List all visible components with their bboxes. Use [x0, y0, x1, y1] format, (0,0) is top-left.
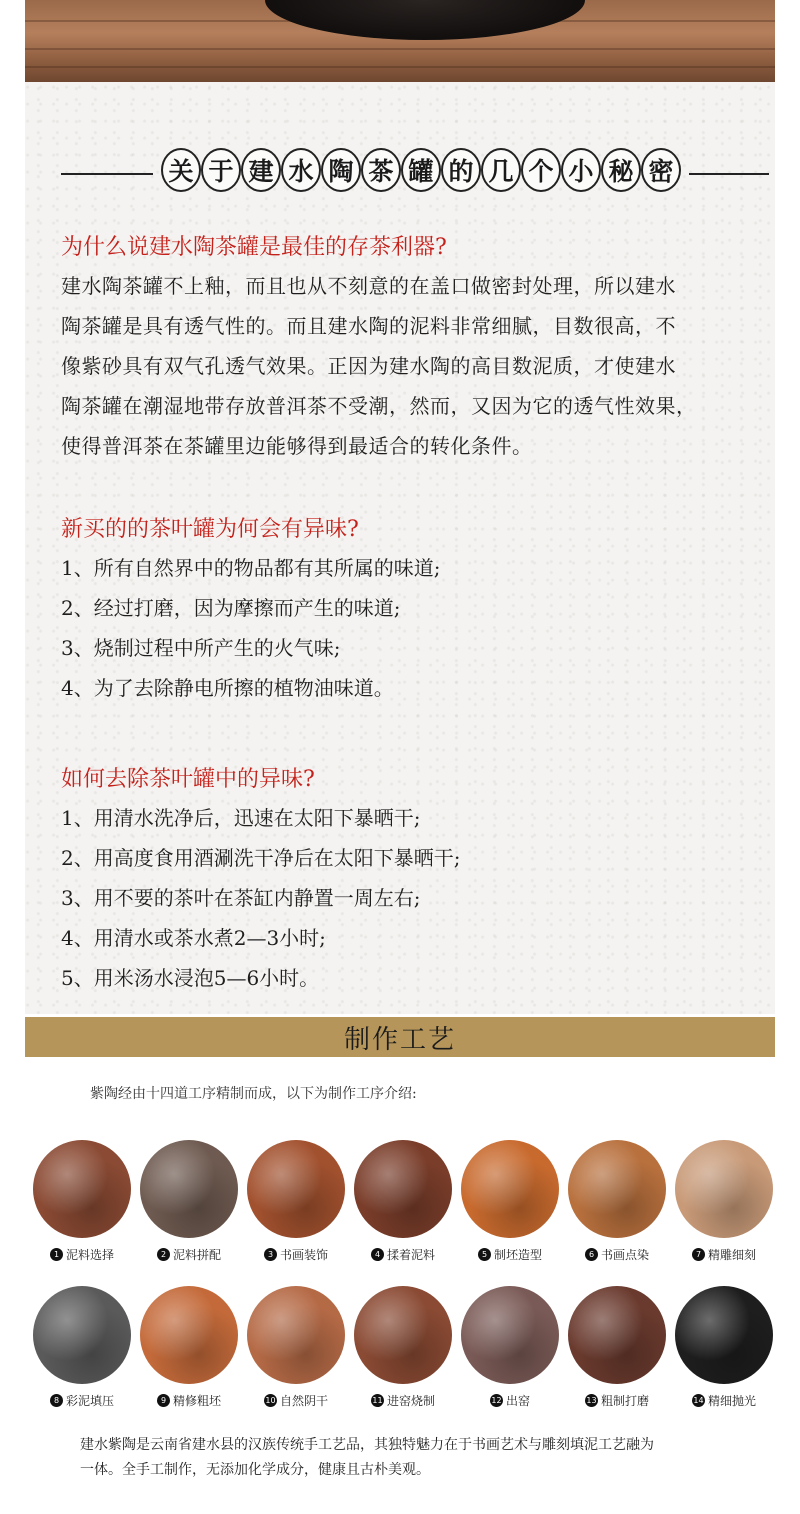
section-heading: 如何去除茶叶罐中的异味?	[61, 767, 315, 792]
craft-step	[351, 1140, 455, 1263]
section-heading: 为什么说建水陶茶罐是最佳的存茶利器?	[61, 235, 447, 260]
step-number-badge: 14	[693, 1396, 704, 1405]
step-label: 精雕细刻	[707, 1248, 756, 1262]
wood-grain	[25, 66, 775, 68]
step-number-badge: 10	[265, 1396, 276, 1405]
craft-step-photo	[354, 1140, 452, 1238]
craft-note	[80, 1433, 730, 1483]
step-number-badge: 12	[491, 1396, 502, 1405]
paragraph-line: 使得普洱茶在茶罐里边能够得到最适合的转化条件。	[61, 434, 533, 458]
craft-step	[672, 1140, 776, 1263]
craft-step-caption	[244, 1246, 348, 1263]
section-best-storage	[61, 230, 781, 466]
step-label: 制坯造型	[493, 1248, 542, 1262]
craft-step-caption	[351, 1392, 455, 1409]
craft-step-caption	[244, 1392, 348, 1409]
step-number-badge: 3	[264, 1248, 277, 1261]
step-label: 粗制打磨	[600, 1394, 649, 1408]
craft-step	[458, 1286, 562, 1409]
craft-step-photo	[568, 1286, 666, 1384]
craft-step	[458, 1140, 562, 1263]
banner-rule-right	[689, 173, 769, 175]
step-label: 泥料选择	[65, 1248, 114, 1262]
list-item: 3、用不要的茶叶在茶缸内静置一周左右;	[61, 886, 421, 910]
craft-step-photo	[33, 1286, 131, 1384]
paragraph-line: 陶茶罐在潮湿地带存放普洱茶不受潮，然而，又因为它的透气性效果，	[61, 394, 697, 418]
step-number-badge: 6	[585, 1248, 598, 1261]
paragraph-line: 陶茶罐是具有透气性的。而且建水陶的泥料非常细腻，目数很高，不	[61, 314, 676, 338]
secrets-banner	[25, 148, 775, 200]
list-item: 5、用米汤水浸泡5—6小时。	[61, 966, 320, 990]
step-label: 书画装饰	[279, 1248, 328, 1262]
step-label: 出窑	[505, 1394, 530, 1408]
craft-step-photo	[675, 1286, 773, 1384]
jar-base-image	[265, 0, 585, 40]
banner-title-char: 的	[441, 148, 481, 192]
step-number-badge: 13	[586, 1396, 597, 1405]
craft-step	[672, 1286, 776, 1409]
banner-title-char: 关	[161, 148, 201, 192]
craft-title: 制作工艺	[343, 1024, 456, 1055]
craft-title-bar	[25, 1017, 775, 1057]
craft-step-photo	[247, 1140, 345, 1238]
note-line: 建水紫陶是云南省建水县的汉族传统手工艺品，其独特魅力在于书画艺术与雕刻填泥工艺融为	[80, 1437, 654, 1453]
craft-step-caption	[351, 1246, 455, 1263]
list-item: 1、所有自然界中的物品都有其所属的味道;	[61, 556, 441, 580]
list-item: 4、为了去除静电所擦的植物油味道。	[61, 676, 394, 700]
craft-step-caption	[565, 1246, 669, 1263]
banner-title-char: 陶	[321, 148, 361, 192]
banner-title-char: 秘	[601, 148, 641, 192]
craft-step-photo	[461, 1140, 559, 1238]
banner-title-char: 密	[641, 148, 681, 192]
step-label: 揉着泥料	[386, 1248, 435, 1262]
wood-header-photo	[25, 0, 775, 82]
craft-step-photo	[675, 1140, 773, 1238]
craft-step-caption	[458, 1246, 562, 1263]
craft-step	[565, 1286, 669, 1409]
banner-title-char: 于	[201, 148, 241, 192]
craft-step-photo	[461, 1286, 559, 1384]
list-item: 4、用清水或茶水煮2—3小时;	[61, 926, 326, 950]
craft-step	[351, 1286, 455, 1409]
list-item: 2、用高度食用酒涮洗干净后在太阳下暴晒干;	[61, 846, 461, 870]
craft-step	[30, 1140, 134, 1263]
banner-title-char: 罐	[401, 148, 441, 192]
craft-step	[137, 1286, 241, 1409]
step-number-badge: 8	[50, 1394, 63, 1407]
craft-step	[137, 1140, 241, 1263]
craft-step	[244, 1286, 348, 1409]
banner-title-char: 水	[281, 148, 321, 192]
craft-step-caption	[458, 1392, 562, 1409]
section-heading: 新买的的茶叶罐为何会有异味?	[61, 517, 359, 542]
craft-step-caption	[137, 1392, 241, 1409]
step-number-badge: 9	[157, 1394, 170, 1407]
step-number-badge: 1	[50, 1248, 63, 1261]
craft-step-caption	[30, 1392, 134, 1409]
step-label: 进窑烧制	[386, 1394, 435, 1408]
banner-title-char: 建	[241, 148, 281, 192]
craft-step-photo	[354, 1286, 452, 1384]
step-number-badge: 11	[372, 1396, 383, 1405]
banner-title-char: 茶	[361, 148, 401, 192]
craft-step-caption	[672, 1246, 776, 1263]
list-item: 2、经过打磨，因为摩擦而产生的味道;	[61, 596, 401, 620]
step-number-badge: 4	[371, 1248, 384, 1261]
craft-step	[565, 1140, 669, 1263]
craft-step-photo	[140, 1286, 238, 1384]
craft-step-photo	[33, 1140, 131, 1238]
craft-step-photo	[140, 1140, 238, 1238]
paper-background	[25, 82, 775, 1014]
craft-step-caption	[672, 1392, 776, 1409]
note-line: 一体。全手工制作，无添加化学成分，健康且古朴美观。	[80, 1462, 430, 1478]
craft-step-caption	[137, 1246, 241, 1263]
step-label: 自然阴干	[279, 1394, 328, 1408]
craft-step	[244, 1140, 348, 1263]
section-new-jar-odor	[61, 512, 781, 708]
banner-title-chars	[161, 148, 681, 192]
list-item: 1、用清水洗净后，迅速在太阳下暴晒干;	[61, 806, 421, 830]
step-number-badge: 5	[478, 1248, 491, 1261]
step-number-badge: 7	[692, 1248, 705, 1261]
step-label: 书画点染	[600, 1248, 649, 1262]
section-remove-odor	[61, 762, 781, 998]
banner-title-char: 小	[561, 148, 601, 192]
step-label: 泥料拼配	[172, 1248, 221, 1262]
step-label: 精细抛光	[707, 1394, 756, 1408]
list-item: 3、烧制过程中所产生的火气味;	[61, 636, 341, 660]
paragraph-line: 像紫砂具有双气孔透气效果。正因为建水陶的高目数泥质，才使建水	[61, 354, 676, 378]
banner-rule-left	[61, 173, 153, 175]
craft-step-caption	[30, 1246, 134, 1263]
banner-title-char: 个	[521, 148, 561, 192]
craft-step	[30, 1286, 134, 1409]
craft-step-photo	[247, 1286, 345, 1384]
banner-title-char: 几	[481, 148, 521, 192]
wood-grain	[25, 48, 775, 50]
craft-step-caption	[565, 1392, 669, 1409]
craft-step-photo	[568, 1140, 666, 1238]
step-number-badge: 2	[157, 1248, 170, 1261]
craft-intro: 紫陶经由十四道工序精制而成，以下为制作工序介绍:	[90, 1086, 417, 1102]
step-label: 彩泥填压	[65, 1394, 114, 1408]
paragraph-line: 建水陶茶罐不上釉，而且也从不刻意的在盖口做密封处理，所以建水	[61, 274, 676, 298]
step-label: 精修粗坯	[172, 1394, 221, 1408]
